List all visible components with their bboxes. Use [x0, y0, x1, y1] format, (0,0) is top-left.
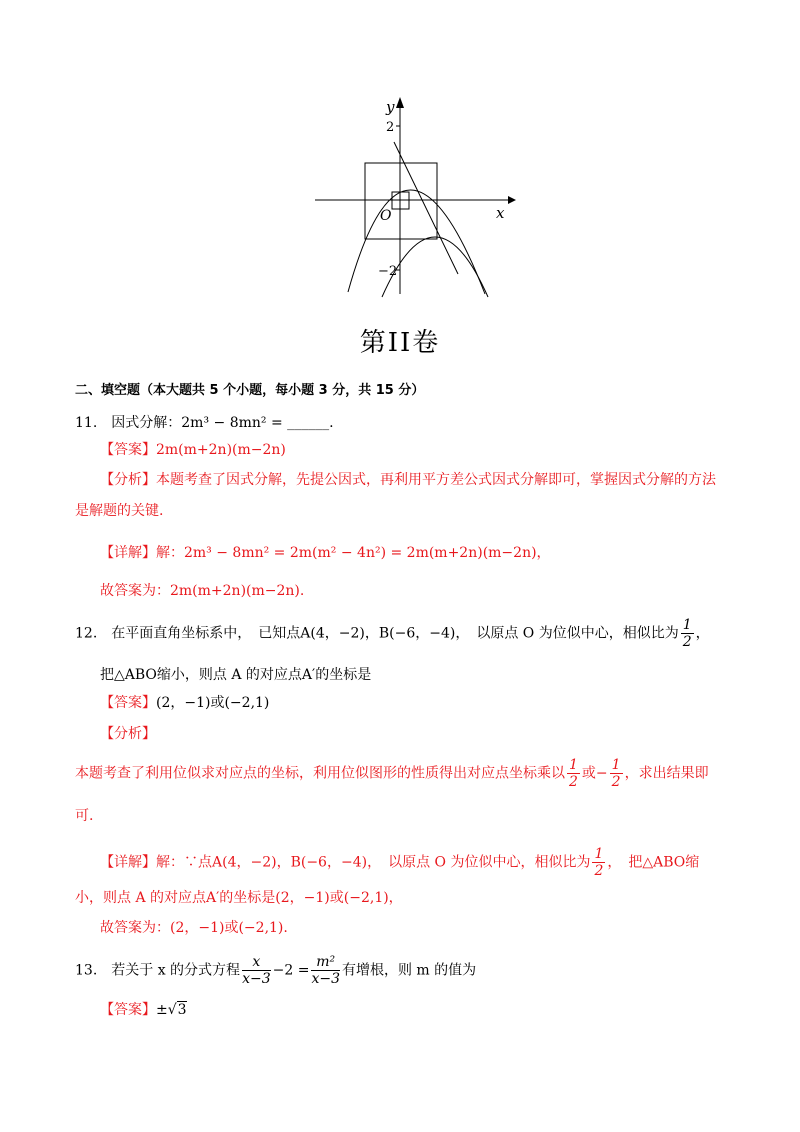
q13-minus-two: −2 = [272, 962, 310, 979]
q13-fraction-1 [242, 954, 271, 987]
x-axis-arrow [508, 196, 516, 204]
q12-analysis-end: ，求出结果即 [624, 765, 709, 782]
analysis-fraction-1 [567, 757, 580, 790]
coordinate-figure [310, 92, 520, 302]
parabola-lower [382, 237, 488, 297]
q11-answer: 【答案】2m(m+2n)(m−2n) [100, 442, 286, 458]
q12-analysis-line1 [75, 757, 709, 790]
q12-stem-line2: 把△ABO缩小，则点 A 的对应点A′的坐标是 [100, 667, 372, 683]
fraction-denominator: 2 [611, 774, 621, 790]
q13-stem-end: 有增根，则 m 的值为 [341, 962, 477, 979]
detail-fraction [592, 846, 605, 879]
q12-stem-end: ， [695, 625, 710, 642]
fraction-numerator: m² [311, 954, 340, 971]
q12-analysis-line2: 可. [75, 808, 94, 824]
x-axis-label: x [496, 204, 505, 222]
volume-title: 第II卷 [359, 328, 441, 358]
q11-conclusion: 故答案为：2m(m+2n)(m−2n). [100, 583, 305, 599]
fraction-numerator: 1 [569, 757, 578, 773]
q12-stem-text: 12. 在平面直角坐标系中， 已知点A(4，−2)，B(−6，−4)， 以原点 O 为位似中心，相似比为 [75, 625, 679, 642]
analysis-fraction-2 [610, 757, 623, 790]
large-square [365, 163, 437, 239]
q12-analysis-label: 【分析】 [100, 726, 156, 742]
q12-detail-line1 [100, 846, 699, 879]
straight-line [394, 142, 458, 274]
q12-answer-value: (2，−1)或(−2,1) [156, 695, 270, 711]
q11-detail: 【详解】解：2m³ − 8mn² = 2m(m² − 4n²) = 2m(m+2n)(m−2n)， [100, 545, 551, 561]
fraction-denominator: x−3 [242, 971, 271, 987]
fraction-numerator: x [242, 954, 271, 971]
fraction-denominator: x−3 [311, 971, 340, 987]
section-heading: 二、填空题（本大题共 5 个小题，每小题 3 分，共 15 分） [75, 383, 425, 398]
q12-detail-line2: 小，则点 A 的对应点A′的坐标是(2，−1)或(−2,1)， [75, 890, 403, 906]
q12-answer [100, 693, 269, 713]
y-axis-label: y [386, 98, 395, 116]
parabola-upper [348, 190, 485, 294]
q13-stem [75, 954, 476, 987]
q13-answer-pm: ±√ [156, 1002, 177, 1018]
q11-analysis-line2: 是解题的关键. [75, 503, 164, 519]
q13-stem-text: 13. 若关于 x 的分式方程 [75, 962, 241, 979]
q13-answer-label: 【答案】 [100, 1002, 156, 1018]
q13-answer [100, 1000, 187, 1020]
fraction-denominator: 2 [594, 863, 604, 879]
q11-stem: 11. 因式分解：2m³ − 8mn² = ______. [75, 415, 334, 431]
q12-conclusion: 故答案为：(2，−1)或(−2,1). [100, 920, 288, 936]
tick-neg2-label: −2 [378, 264, 398, 279]
q11-analysis-line1: 【分析】本题考查了因式分解，先提公因式，再利用平方差公式因式分解即可，掌握因式分解的方法 [100, 472, 716, 488]
fraction-denominator: 2 [569, 774, 578, 790]
q12-analysis-or: 或− [581, 765, 608, 782]
q12-answer-label: 【答案】 [100, 695, 156, 711]
fraction-denominator: 2 [682, 634, 692, 650]
q12-detail-end: ， 把△ABO缩 [607, 854, 700, 871]
fraction-numerator: 1 [682, 617, 692, 633]
q13-answer-radicand: 3 [177, 1002, 187, 1018]
q12-ratio-fraction [681, 617, 694, 650]
tick-2-label: 2 [386, 120, 395, 135]
q12-detail-text: 【详解】解：∵点A(4，−2)，B(−6，−4)， 以原点 O 为位似中心，相似比为 [100, 854, 591, 871]
q12-stem-line1 [75, 617, 710, 650]
q13-fraction-2 [311, 954, 340, 987]
fraction-numerator: 1 [611, 757, 621, 773]
fraction-numerator: 1 [594, 846, 604, 862]
y-axis-arrow [396, 97, 404, 108]
q12-analysis-text: 本题考查了利用位似求对应点的坐标，利用位似图形的性质得出对应点坐标乘以 [75, 765, 565, 782]
origin-label: O [380, 208, 392, 224]
